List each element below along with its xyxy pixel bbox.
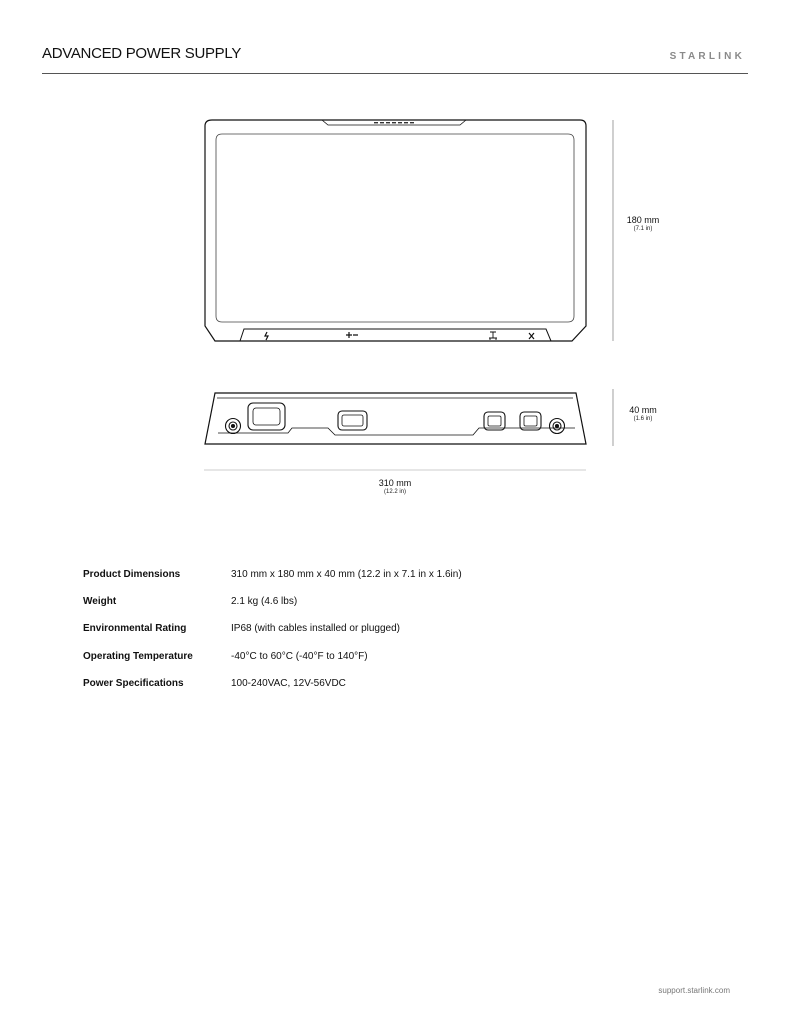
- front-port-strip: [240, 329, 551, 341]
- dish-icon: [529, 333, 534, 339]
- width-mm: 310 mm: [378, 478, 412, 488]
- ethernet-port-2: [520, 412, 541, 430]
- side-view: [205, 393, 586, 444]
- front-outline: [205, 120, 586, 341]
- width-dimension-label: [369, 479, 421, 495]
- spec-label: Environmental Rating: [83, 623, 187, 635]
- spec-value: -40°C to 60°C (-40°F to 140°F): [231, 650, 368, 662]
- height-in: (7.1 in): [633, 225, 653, 232]
- height-mm: 180 mm: [626, 215, 660, 225]
- spec-label: Power Specifications: [83, 677, 184, 689]
- spec-value: 310 mm x 180 mm x 40 mm (12.2 in x 7.1 in x 1.6in): [231, 569, 462, 580]
- spec-value: 100-240VAC, 12V-56VDC: [231, 677, 346, 689]
- page-title: ADVANCED POWER SUPPLY: [42, 45, 242, 62]
- spec-value: 2.1 kg (4.6 lbs): [231, 596, 298, 608]
- side-ports: [226, 403, 565, 434]
- ac-inlet-port: [248, 403, 285, 430]
- support-link[interactable]: support.starlink.com: [658, 986, 730, 995]
- power-icon: [265, 332, 268, 340]
- ethernet-port-1: [484, 412, 505, 430]
- brand-logo: STARLINK: [669, 51, 745, 62]
- side-outline: [205, 393, 586, 444]
- dc-plus-minus-icon: [346, 332, 358, 338]
- ethernet-icon: [489, 332, 497, 340]
- height-dimension-label: [617, 216, 669, 232]
- spec-label: Weight: [83, 596, 117, 608]
- front-port-icons: [265, 332, 534, 340]
- spec-label: Product Dimensions: [83, 569, 181, 580]
- depth-in: (1.6 in): [633, 415, 653, 422]
- front-panel: [216, 134, 574, 322]
- width-in: (12.2 in): [383, 488, 406, 495]
- depth-dimension-label: [617, 406, 669, 422]
- spec-label: Operating Temperature: [83, 650, 193, 662]
- front-view: [205, 120, 586, 341]
- front-logo-marks: [374, 122, 414, 123]
- depth-mm: 40 mm: [629, 405, 657, 415]
- spec-value: IP68 (with cables installed or plugged): [231, 623, 400, 635]
